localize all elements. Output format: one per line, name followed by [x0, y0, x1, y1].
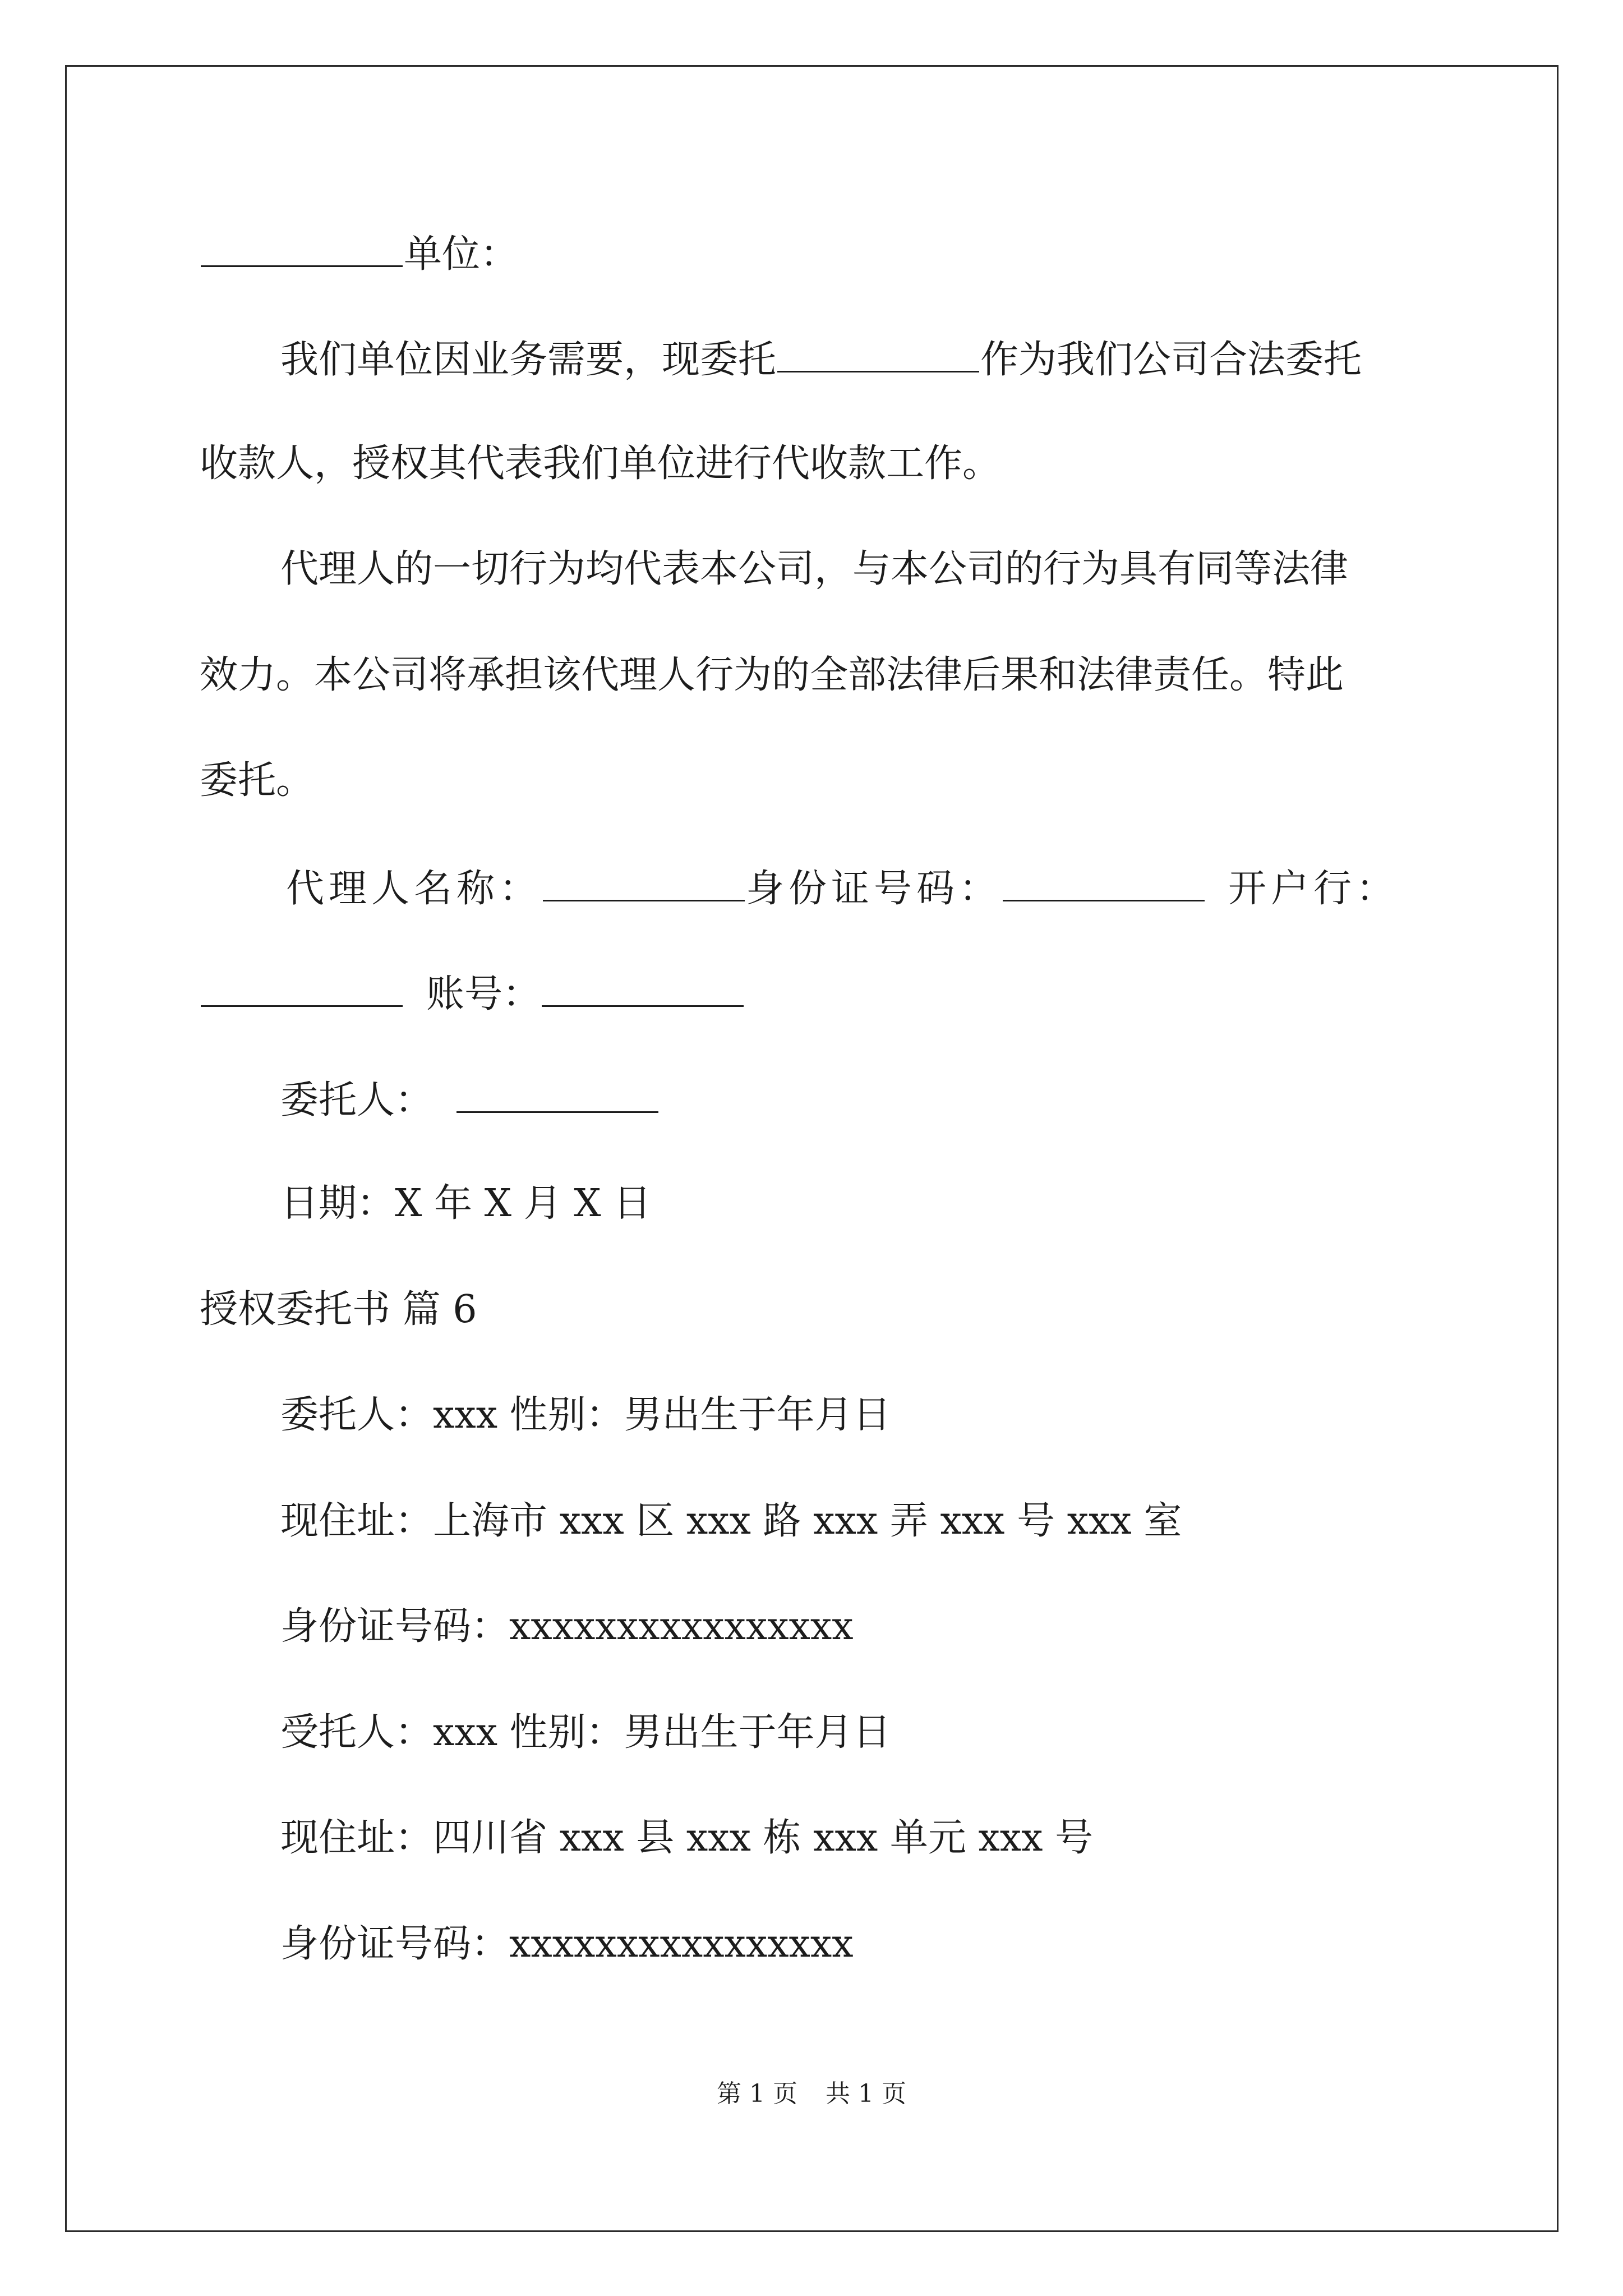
principal-address-text: 现住址：上海市 xxx 区 xxx 路 xxx 弄 xxx 号 xxx 室 [280, 1499, 1182, 1543]
paragraph-1-line-2 [200, 439, 1428, 489]
account-line [200, 967, 1428, 1018]
principal-id-line [280, 1602, 1509, 1652]
page-footer [0, 2077, 1623, 2111]
page-number-total: 共 1 页 [826, 2079, 906, 2108]
id-number-blank[interactable] [1003, 862, 1205, 901]
agent-address-line [280, 1813, 1509, 1864]
para2-text-a: 代理人的一切行为均代表本公司，与本公司的行为具有同等法律 [280, 547, 1349, 591]
para2-text-b: 效力。本公司将承担该代理人行为的全部法律后果和法律责任。特此 [200, 653, 1344, 697]
page-number-current: 第 1 页 [717, 2079, 797, 2108]
para1-text-b: 作为我们公司合法委托 [980, 338, 1362, 382]
principal-info-text: 委托人：xxx 性别：男出生于年月日 [280, 1393, 891, 1437]
agent-name-blank[interactable] [543, 862, 745, 901]
agent-info-line [280, 1708, 1509, 1758]
paragraph-2-line-2 [200, 650, 1428, 701]
principal-line [280, 1073, 1509, 1124]
agent-id-line [280, 1919, 1509, 1970]
account-blank[interactable] [542, 967, 744, 1007]
agent-address-text: 现住址：四川省 xxx 县 xxx 栋 xxx 单元 xxx 号 [280, 1816, 1094, 1860]
principal-address-line [280, 1496, 1509, 1547]
para2-text-c: 委托。 [200, 758, 315, 803]
account-label: 账号： [426, 972, 541, 1016]
agent-id-text: 身份证号码：xxxxxxxxxxxxxxxx [280, 1922, 854, 1966]
principal-id-text: 身份证号码：xxxxxxxxxxxxxxxx [280, 1604, 854, 1649]
principal-label: 委托人： [280, 1078, 434, 1122]
section-title-text: 授权委托书 篇 6 [200, 1287, 477, 1332]
date-text: 日期：X 年 X 月 X 日 [280, 1181, 652, 1226]
paragraph-1-line-1 [280, 333, 1428, 383]
agent-fields-line [286, 862, 1430, 912]
principal-blank[interactable] [457, 1073, 658, 1113]
paragraph-2-line-3 [200, 756, 1428, 806]
addressee-blank[interactable] [201, 227, 403, 267]
bank-label: 开户行： [1228, 867, 1399, 911]
agent-name-label: 代理人名称： [286, 867, 542, 911]
date-line [280, 1179, 1509, 1229]
principal-info-line [280, 1390, 1509, 1441]
agent-info-text: 受托人：xxx 性别：男出生于年月日 [280, 1710, 891, 1755]
addressee-suffix: 单位： [404, 232, 519, 277]
bank-blank[interactable] [201, 967, 403, 1007]
addressee-line [200, 227, 1428, 278]
id-number-label: 身份证号码： [746, 867, 1002, 911]
para1-text-a: 我们单位因业务需要，现委托 [280, 338, 777, 382]
para1-text-c: 收款人，授权其代表我们单位进行代收款工作。 [200, 441, 1001, 486]
section-title [200, 1285, 1428, 1335]
paragraph-2-line-1 [280, 544, 1509, 595]
entrusted-person-blank[interactable] [777, 333, 979, 372]
